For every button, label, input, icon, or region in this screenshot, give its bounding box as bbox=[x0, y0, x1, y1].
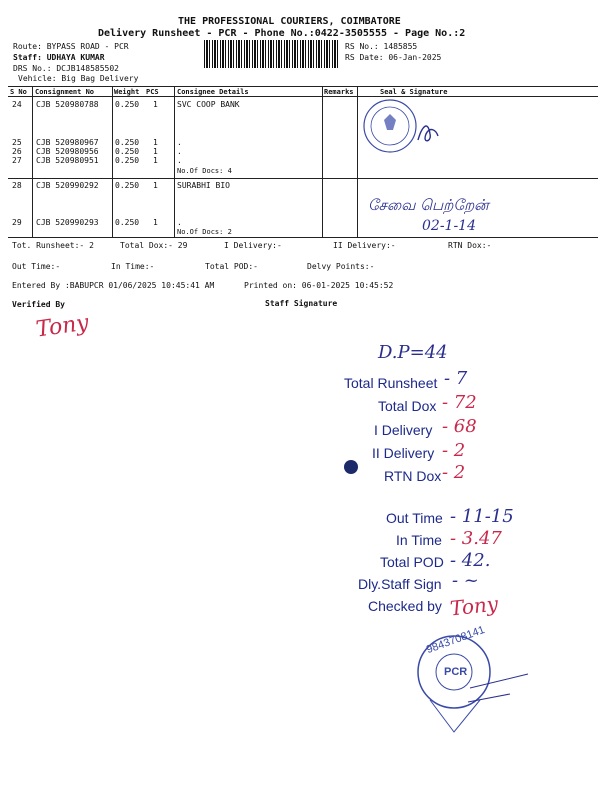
row-consignee: . bbox=[177, 218, 182, 227]
hw-dly-staff-label: Dly.Staff Sign bbox=[358, 576, 442, 592]
row-sno: 29 bbox=[12, 218, 22, 227]
stamp-center-text: PCR bbox=[444, 666, 468, 678]
col-consignee: Consignee Details bbox=[177, 88, 249, 96]
stamp-number: 9843708141 bbox=[424, 623, 487, 657]
hw-total-pod-value: - 42. bbox=[450, 550, 491, 571]
total-pod: Total POD:- bbox=[205, 262, 258, 271]
seal-stamp-icon bbox=[360, 92, 450, 164]
row-weight: 0.250 bbox=[115, 147, 140, 156]
row-pcs: 1 bbox=[153, 181, 158, 190]
row-consignment: CJB 520990292 bbox=[36, 181, 99, 190]
i-delivery: I Delivery:- bbox=[224, 241, 282, 250]
row-consignment: CJB 520980951 bbox=[36, 156, 99, 165]
hw-i-delivery-value: - 68 bbox=[442, 416, 477, 437]
row-sno: 27 bbox=[12, 156, 22, 165]
hw-out-time-value: - 11-15 bbox=[450, 506, 514, 527]
col-pcs: PCS bbox=[146, 88, 159, 96]
verified-by: Verified By bbox=[12, 300, 65, 309]
row-consignment: CJB 520980788 bbox=[36, 100, 99, 109]
col-weight: Weight bbox=[114, 88, 140, 96]
handwritten-seal-text: சேவை பெற்றேன் bbox=[368, 196, 489, 214]
in-time: In Time:- bbox=[111, 262, 155, 271]
row-consignee: . bbox=[177, 147, 182, 156]
col-seal: Seal & Signature bbox=[380, 88, 448, 96]
hw-in-time-label: In Time bbox=[396, 532, 442, 548]
hw-checked-by-signature: Tony bbox=[448, 591, 500, 621]
row-consignment: CJB 520980967 bbox=[36, 138, 99, 147]
hw-in-time-value: - 3.47 bbox=[450, 528, 502, 549]
row-pcs: 1 bbox=[153, 138, 158, 147]
signature-tony: Tony bbox=[34, 310, 91, 343]
row-weight: 0.250 bbox=[115, 181, 140, 190]
company-title: THE PROFESSIONAL COURIERS, COIMBATORE bbox=[178, 16, 401, 27]
hw-total-runsheet-value: - 7 bbox=[444, 368, 468, 389]
row-pcs: 1 bbox=[153, 156, 158, 165]
col-remarks: Remarks bbox=[324, 88, 354, 96]
hw-ii-delivery-label: II Delivery bbox=[372, 445, 435, 461]
out-time: Out Time:- bbox=[12, 262, 61, 271]
row-sno: 28 bbox=[12, 181, 22, 190]
route-label: Route: BYPASS ROAD - PCR bbox=[13, 42, 129, 51]
printed-on: Printed on: 06-01-2025 10:45:52 bbox=[244, 281, 394, 290]
row-weight: 0.250 bbox=[115, 156, 140, 165]
row-sno: 24 bbox=[12, 100, 22, 109]
staff-label: Staff: UDHAYA KUMAR bbox=[13, 53, 105, 62]
hw-rtn-dox-value: - 2 bbox=[442, 462, 466, 483]
runsheet-subtitle: Delivery Runsheet - PCR - Phone No.:0422-3505555 - Page No.:2 bbox=[98, 28, 466, 39]
hw-dly-staff-value: - ~ bbox=[452, 570, 479, 591]
handwritten-seal-date: 02-1-14 bbox=[422, 218, 476, 234]
col-consignment: Consignment No bbox=[35, 88, 95, 96]
dp-count: D.P=44 bbox=[378, 342, 448, 363]
row-consignee: . bbox=[177, 138, 182, 147]
row-weight: 0.250 bbox=[115, 100, 140, 109]
col-sno: S No bbox=[10, 88, 27, 96]
docs-count: No.Of Docs: 4 bbox=[177, 167, 232, 175]
vehicle-label: Vehicle: Big Bag Delivery bbox=[18, 74, 139, 83]
delvy-points: Delvy Points:- bbox=[307, 262, 375, 271]
row-consignee: SVC COOP BANK bbox=[177, 100, 240, 109]
ii-delivery: II Delivery:- bbox=[333, 241, 396, 250]
hw-checked-by-label: Checked by bbox=[368, 598, 442, 614]
hw-ii-delivery-value: - 2 bbox=[442, 440, 466, 461]
row-consignee: . bbox=[177, 156, 182, 165]
total-dox: Total Dox:- 29 bbox=[120, 241, 188, 250]
hw-i-delivery-label: I Delivery bbox=[374, 422, 433, 438]
row-consignment: CJB 520980956 bbox=[36, 147, 99, 156]
hw-out-time-label: Out Time bbox=[386, 510, 443, 526]
tot-runsheet: Tot. Runsheet:- 2 bbox=[12, 241, 94, 250]
row-weight: 0.250 bbox=[115, 218, 140, 227]
row-consignee: SURABHI BIO bbox=[177, 181, 230, 190]
hw-total-pod-label: Total POD bbox=[380, 554, 444, 570]
row-consignment: CJB 520990293 bbox=[36, 218, 99, 227]
row-weight: 0.250 bbox=[115, 138, 140, 147]
row-sno: 25 bbox=[12, 138, 22, 147]
staff-signature: Staff Signature bbox=[265, 299, 338, 308]
ink-blot bbox=[344, 460, 358, 474]
drs-label: DRS No.: DCJB148585502 bbox=[13, 64, 119, 73]
hw-total-dox-label: Total Dox bbox=[378, 398, 437, 414]
rs-date: RS Date: 06-Jan-2025 bbox=[345, 53, 442, 62]
hw-total-runsheet-label: Total Runsheet bbox=[344, 375, 438, 391]
hw-rtn-dox-label: RTN Dox bbox=[384, 468, 442, 484]
hw-total-dox-value: - 72 bbox=[442, 392, 477, 413]
row-sno: 26 bbox=[12, 147, 22, 156]
row-pcs: 1 bbox=[153, 218, 158, 227]
row-pcs: 1 bbox=[153, 147, 158, 156]
docs-count: No.Of Docs: 2 bbox=[177, 228, 232, 236]
row-pcs: 1 bbox=[153, 100, 158, 109]
barcode bbox=[204, 40, 340, 68]
rtn-dox: RTN Dox:- bbox=[448, 241, 492, 250]
entered-by: Entered By :BABUPCR 01/06/2025 10:45:41 AM bbox=[12, 281, 215, 290]
rs-number: RS No.: 1485855 bbox=[345, 42, 418, 51]
